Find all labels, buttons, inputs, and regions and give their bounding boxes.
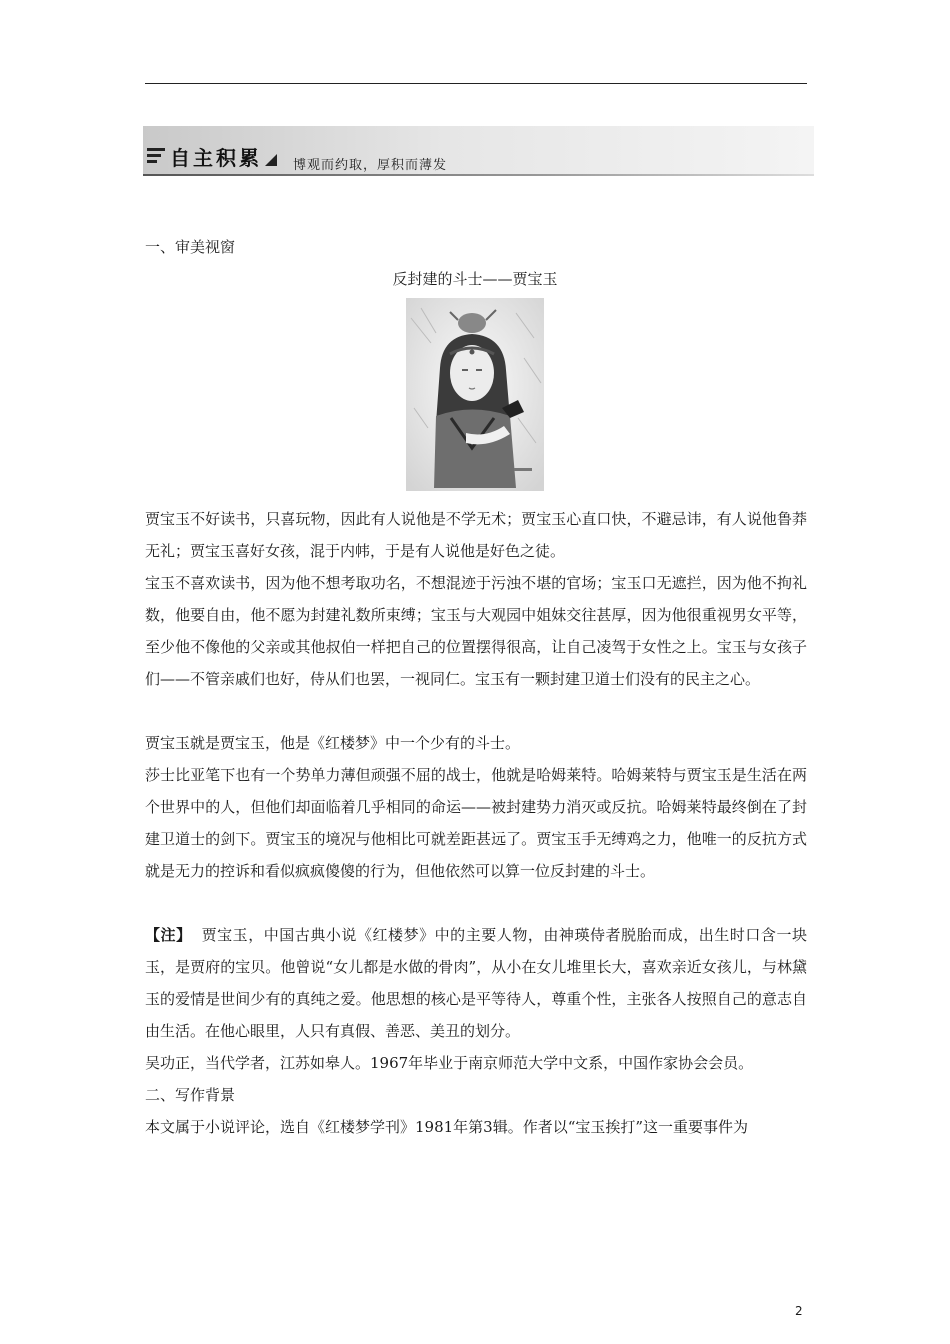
note-label: 【注】 (145, 926, 192, 944)
note-text: 贾宝玉，中国古典小说《红楼梦》中的主要人物，由神瑛侍者脱胎而成，出生时口含一块玉，是贾府的宝贝。他曾说“女儿都是水做的骨肉”，从小在女儿堆里长大，喜欢亲近女孩儿，与林黛玉的爱情是世间少有的真纯之爱。他思想的核心是平等待人，尊重个性，主张各人按照自己的意志自由生活。在他心眼里，人只有真假、善恶、美丑的划分。 (145, 926, 807, 1040)
header-rule (145, 83, 807, 84)
article-paragraph: 莎士比亚笔下也有一个势单力薄但顽强不屈的战士，他就是哈姆莱特。哈姆莱特与贾宝玉是生活在两个世界中的人，但他们却面临着几乎相同的命运——被封建势力消灭或反抗。哈姆莱特最终倒在了封建卫道士的剑下。贾宝玉的境况与他相比可就差距甚远了。贾宝玉手无缚鸡之力，他唯一的反抗方式就是无力的控诉和看似疯疯傻傻的行为，但他依然可以算一位反封建的斗士。 (145, 766, 807, 880)
page-number: 2 (795, 1304, 803, 1318)
portrait-illustration (406, 298, 544, 491)
article-paragraph: 贾宝玉不好读书，只喜玩物，因此有人说他是不学无术；贾宝玉心直口快，不避忌讳，有人说他鲁莽无礼；贾宝玉喜好女孩，混于内帏，于是有人说他是好色之徒。 (145, 510, 807, 560)
stripes-icon (147, 148, 165, 166)
banner-title: 自主积累 (170, 146, 262, 170)
article-paragraph: 贾宝玉就是贾宝玉，他是《红楼梦》中一个少有的斗士。 (145, 734, 521, 752)
banner-underline (143, 174, 814, 176)
section-heading-2: 二、写作背景 (145, 1086, 236, 1104)
author-info: 吴功正，当代学者，江苏如皋人。1967年毕业于南京师范大学中文系，中国作家协会会员。 (145, 1054, 754, 1072)
note-paragraph (145, 919, 807, 1047)
triangle-mark-icon (265, 154, 277, 166)
section-banner (143, 126, 814, 176)
banner-subtitle: 博观而约取，厚积而薄发 (293, 158, 448, 173)
background-paragraph: 本文属于小说评论，选自《红楼梦学刊》1981年第3辑。作者以“宝玉挨打”这一重要事件为 (145, 1118, 749, 1136)
article-title: 反封建的斗士——贾宝玉 (392, 270, 558, 288)
article-paragraph: 宝玉不喜欢读书，因为他不想考取功名，不想混迹于污浊不堪的官场；宝玉口无遮拦，因为他不拘礼数，他要自由，他不愿为封建礼数所束缚；宝玉与大观园中姐妹交往甚厚，因为他很重视男女平等，至少他不像他的父亲或其他叔伯一样把自己的位置摆得很高，让自己凌驾于女性之上。宝玉与女孩子们——不管亲戚们也好，侍从们也罢，一视同仁。宝玉有一颗封建卫道士们没有的民主之心。 (145, 574, 807, 688)
section-heading-1: 一、审美视窗 (145, 238, 236, 256)
